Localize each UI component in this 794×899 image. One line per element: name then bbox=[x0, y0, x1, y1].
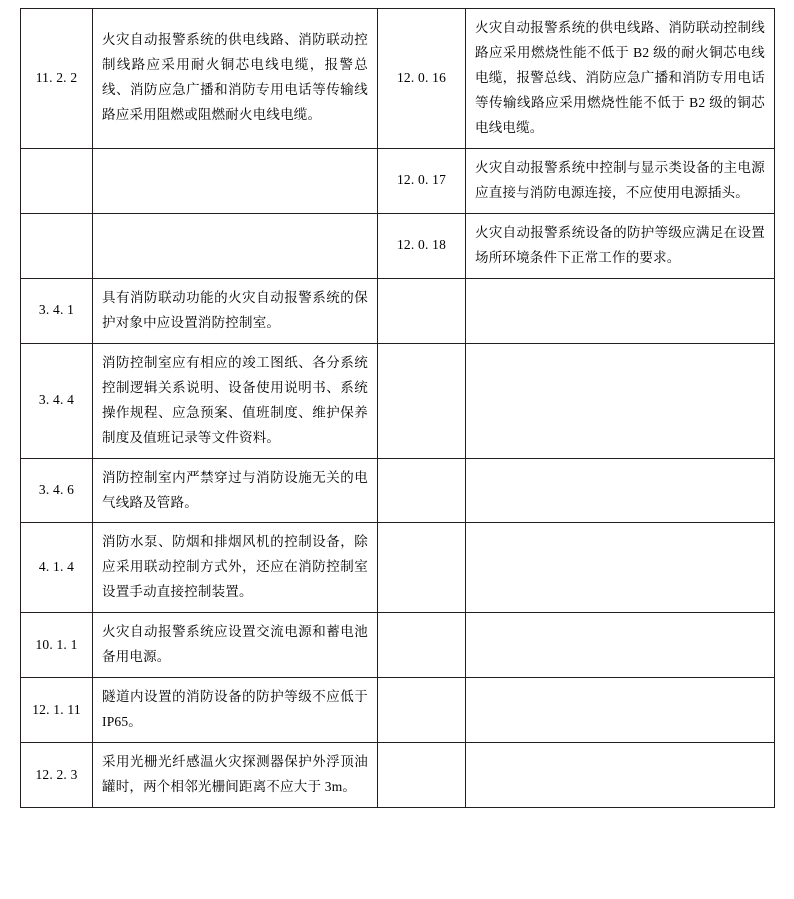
right-clause-code bbox=[378, 343, 466, 458]
right-clause-text: 火灾自动报警系统的供电线路、消防联动控制线路应采用燃烧性能不低于 B2 级的耐火铜芯电线电缆，报警总线、消防应急广播和消防专用电话等传输线路应采用燃烧性能不低于 B2 级的铜芯电线电缆。 bbox=[466, 9, 775, 149]
table-row bbox=[21, 458, 775, 523]
right-clause-code bbox=[378, 613, 466, 678]
left-clause-text: 消防控制室内严禁穿过与消防设施无关的电气线路及管路。 bbox=[93, 458, 378, 523]
right-clause-text bbox=[466, 678, 775, 743]
right-clause-code: 12. 0. 17 bbox=[378, 148, 466, 213]
table-row bbox=[21, 148, 775, 213]
left-clause-code: 4. 1. 4 bbox=[21, 523, 93, 613]
table-row bbox=[21, 678, 775, 743]
right-clause-code: 12. 0. 16 bbox=[378, 9, 466, 149]
right-clause-text bbox=[466, 458, 775, 523]
left-clause-code: 3. 4. 6 bbox=[21, 458, 93, 523]
right-clause-text: 火灾自动报警系统中控制与显示类设备的主电源应直接与消防电源连接，不应使用电源插头。 bbox=[466, 148, 775, 213]
right-clause-code bbox=[378, 678, 466, 743]
right-clause-code bbox=[378, 458, 466, 523]
left-clause-code: 10. 1. 1 bbox=[21, 613, 93, 678]
left-clause-text: 采用光栅光纤感温火灾探测器保护外浮顶油罐时，两个相邻光栅间距离不应大于 3m。 bbox=[93, 743, 378, 808]
table-row bbox=[21, 613, 775, 678]
left-clause-text: 消防水泵、防烟和排烟风机的控制设备，除应采用联动控制方式外，还应在消防控制室设置手动直接控制装置。 bbox=[93, 523, 378, 613]
right-clause-text bbox=[466, 343, 775, 458]
left-clause-code: 12. 2. 3 bbox=[21, 743, 93, 808]
left-clause-code: 12. 1. 11 bbox=[21, 678, 93, 743]
right-clause-code bbox=[378, 743, 466, 808]
right-clause-text bbox=[466, 743, 775, 808]
right-clause-text bbox=[466, 523, 775, 613]
left-clause-code bbox=[21, 148, 93, 213]
table-row bbox=[21, 213, 775, 278]
left-clause-code: 3. 4. 1 bbox=[21, 278, 93, 343]
right-clause-text: 火灾自动报警系统设备的防护等级应满足在设置场所环境条件下正常工作的要求。 bbox=[466, 213, 775, 278]
left-clause-text: 火灾自动报警系统应设置交流电源和蓄电池备用电源。 bbox=[93, 613, 378, 678]
right-clause-code bbox=[378, 278, 466, 343]
specification-comparison-table bbox=[20, 8, 775, 808]
right-clause-text bbox=[466, 613, 775, 678]
left-clause-text bbox=[93, 213, 378, 278]
right-clause-code: 12. 0. 18 bbox=[378, 213, 466, 278]
left-clause-code: 11. 2. 2 bbox=[21, 9, 93, 149]
left-clause-text: 隧道内设置的消防设备的防护等级不应低于 IP65。 bbox=[93, 678, 378, 743]
left-clause-code: 3. 4. 4 bbox=[21, 343, 93, 458]
table-row bbox=[21, 343, 775, 458]
left-clause-text bbox=[93, 148, 378, 213]
left-clause-code bbox=[21, 213, 93, 278]
table-body bbox=[21, 9, 775, 808]
left-clause-text: 消防控制室应有相应的竣工图纸、各分系统控制逻辑关系说明、设备使用说明书、系统操作规程、应急预案、值班制度、维护保养制度及值班记录等文件资料。 bbox=[93, 343, 378, 458]
table-row bbox=[21, 9, 775, 149]
table-row bbox=[21, 523, 775, 613]
left-clause-text: 具有消防联动功能的火灾自动报警系统的保护对象中应设置消防控制室。 bbox=[93, 278, 378, 343]
right-clause-text bbox=[466, 278, 775, 343]
left-clause-text: 火灾自动报警系统的供电线路、消防联动控制线路应采用耐火铜芯电线电缆，报警总线、消防应急广播和消防专用电话等传输线路应采用阻燃或阻燃耐火电线电缆。 bbox=[93, 9, 378, 149]
table-row bbox=[21, 743, 775, 808]
right-clause-code bbox=[378, 523, 466, 613]
table-row bbox=[21, 278, 775, 343]
